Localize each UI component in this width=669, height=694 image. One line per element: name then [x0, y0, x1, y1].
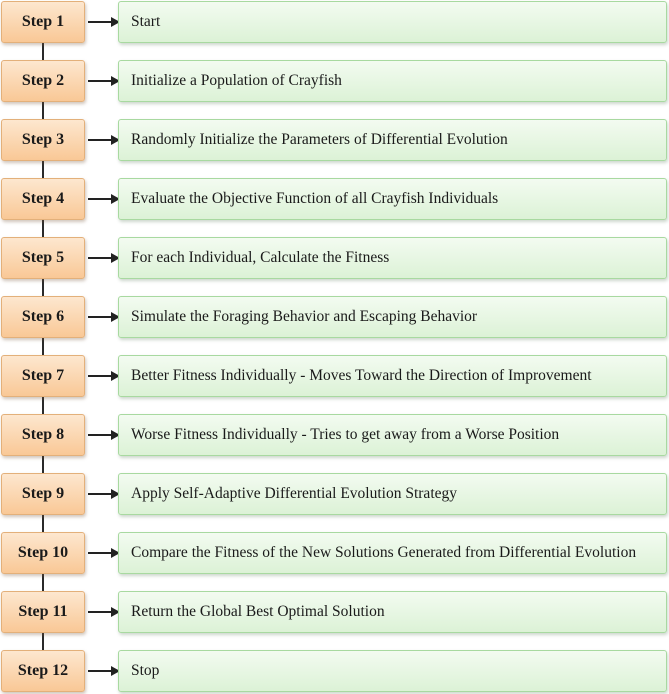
arrow-connector — [88, 434, 118, 436]
step-row — [0, 1, 669, 45]
step-label: Step 8 — [1, 414, 85, 456]
step-description: Start — [118, 1, 667, 43]
step-label: Step 10 — [1, 532, 85, 574]
step-label: Step 3 — [1, 119, 85, 161]
arrow-connector — [88, 80, 118, 82]
step-description: Evaluate the Objective Function of all Crayfish Individuals — [118, 178, 667, 220]
step-description: Randomly Initialize the Parameters of Differential Evolution — [118, 119, 667, 161]
step-label: Step 11 — [1, 591, 85, 633]
arrow-connector — [88, 611, 118, 613]
step-description: Better Fitness Individually - Moves Toward the Direction of Improvement — [118, 355, 667, 397]
step-description: Return the Global Best Optimal Solution — [118, 591, 667, 633]
step-row — [0, 414, 669, 458]
step-description: Simulate the Foraging Behavior and Escaping Behavior — [118, 296, 667, 338]
arrow-connector — [88, 21, 118, 23]
step-description: Apply Self-Adaptive Differential Evolution Strategy — [118, 473, 667, 515]
step-row — [0, 591, 669, 635]
arrow-connector — [88, 375, 118, 377]
arrow-connector — [88, 198, 118, 200]
step-description: Compare the Fitness of the New Solutions Generated from Differential Evolution — [118, 532, 667, 574]
step-row — [0, 650, 669, 694]
step-row — [0, 178, 669, 222]
step-description: Worse Fitness Individually - Tries to get away from a Worse Position — [118, 414, 667, 456]
step-label: Step 9 — [1, 473, 85, 515]
step-row — [0, 119, 669, 163]
step-label: Step 6 — [1, 296, 85, 338]
step-label: Step 4 — [1, 178, 85, 220]
step-row — [0, 473, 669, 517]
step-label: Step 12 — [1, 650, 85, 692]
step-description: For each Individual, Calculate the Fitness — [118, 237, 667, 279]
arrow-connector — [88, 257, 118, 259]
step-label: Step 1 — [1, 1, 85, 43]
arrow-connector — [88, 139, 118, 141]
arrow-connector — [88, 493, 118, 495]
step-description: Stop — [118, 650, 667, 692]
step-label: Step 7 — [1, 355, 85, 397]
arrow-connector — [88, 670, 118, 672]
step-label: Step 5 — [1, 237, 85, 279]
arrow-connector — [88, 552, 118, 554]
step-description: Initialize a Population of Crayfish — [118, 60, 667, 102]
step-row — [0, 60, 669, 104]
step-row — [0, 296, 669, 340]
arrow-connector — [88, 316, 118, 318]
step-row — [0, 532, 669, 576]
step-label: Step 2 — [1, 60, 85, 102]
step-row — [0, 355, 669, 399]
step-row — [0, 237, 669, 281]
